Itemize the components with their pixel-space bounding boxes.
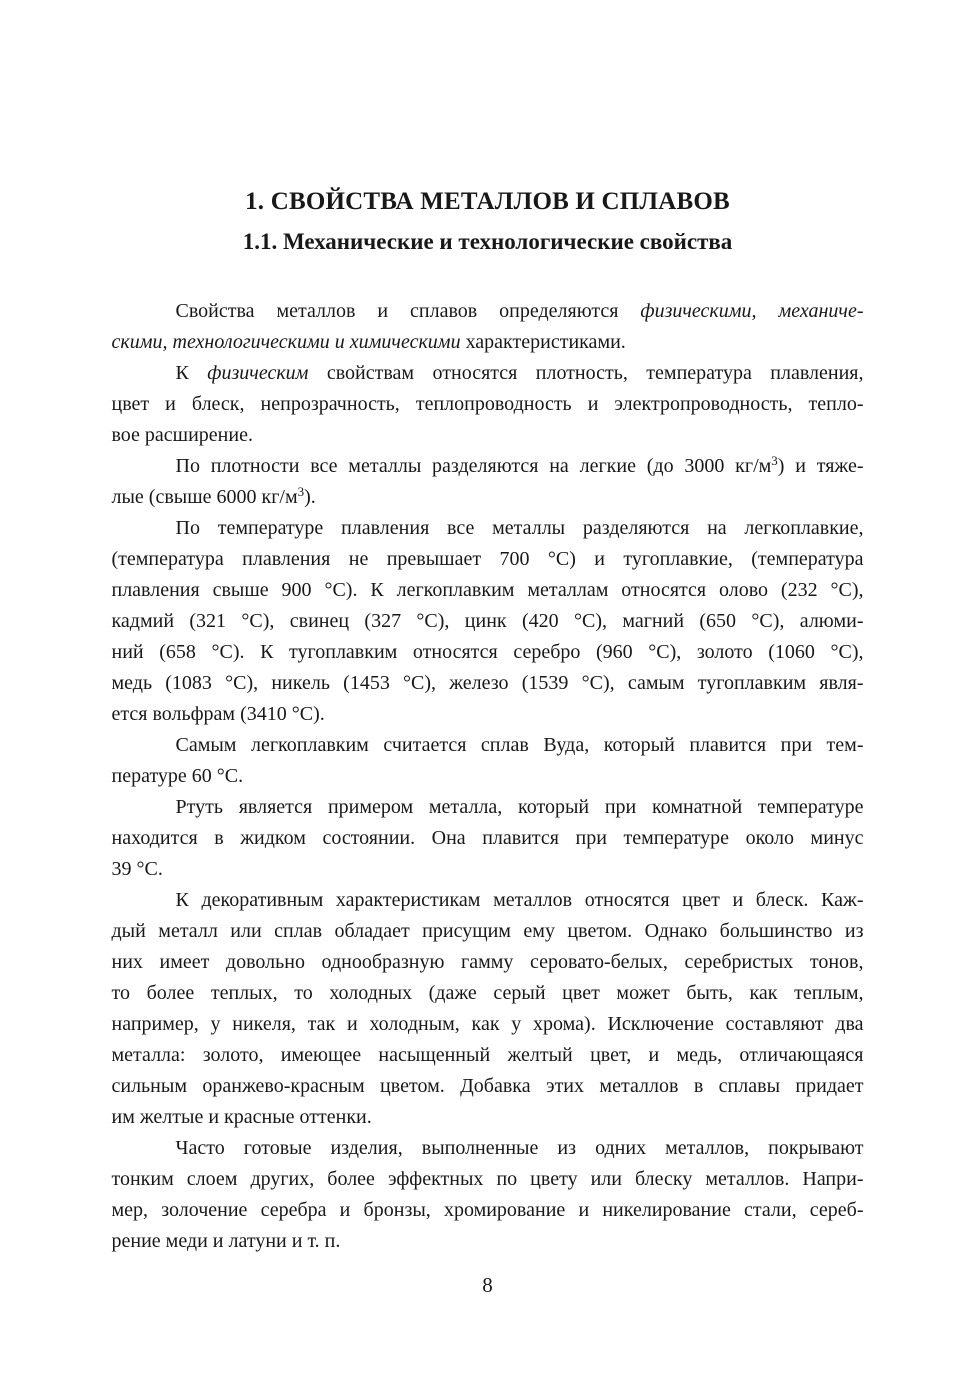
paragraph	[112, 296, 864, 358]
page-number: 8	[482, 1273, 493, 1297]
text-line	[112, 885, 864, 916]
text-line	[112, 668, 864, 699]
text-line	[112, 1102, 864, 1133]
text-segment: кадмий (321 °С), свинец (327 °С), цинк (420 °С), магний (650 °С), алюми-	[111, 610, 864, 632]
text-segment: цвет и блеск, непрозрачность, теплопроводность и электропроводность, тепло-	[111, 393, 864, 415]
text-line	[112, 699, 864, 730]
italic-text: физическими, механиче-	[640, 300, 864, 322]
text-line	[112, 1071, 864, 1102]
text-segment: плавления свыше 900 °С). К легкоплавким металлам относятся олово (232 °С),	[111, 579, 864, 601]
section-heading: 1.1. Механические и технологические свойства	[242, 229, 733, 254]
italic-text: скими, технологическими и химическими	[111, 331, 461, 353]
text-segment: К декоративным характеристикам металлов относятся цвет и блеск. Каж-	[175, 889, 864, 911]
text-line	[112, 854, 864, 885]
text-segment: рение меди и латуни и т. п.	[111, 1230, 341, 1252]
text-segment: (температура плавления не превышает 700 °С) и тугоплавкие, (температура	[111, 548, 864, 570]
chapter-heading: 1. СВОЙСТВА МЕТАЛЛОВ И СПЛАВОВ	[245, 188, 730, 215]
text-line	[112, 1040, 864, 1071]
text-segment: дый металл или сплав обладает присущим ему цветом. Однако большинство из	[111, 920, 864, 942]
italic-text: физическим	[207, 362, 309, 384]
text-line	[112, 451, 864, 482]
text-line	[112, 358, 864, 389]
paragraph	[112, 451, 864, 513]
text-segment: них имеет довольно однообразную гамму серовато-белых, серебристых тонов,	[111, 951, 864, 973]
text-segment: Свойства металлов и сплавов определяются	[175, 300, 641, 322]
text-line	[112, 637, 864, 668]
text-segment: тонким слоем других, более эффектных по цвету или блеску металлов. Напри-	[111, 1168, 864, 1190]
text-line	[112, 1226, 864, 1257]
text-segment: ) и тяже-	[777, 455, 864, 477]
text-segment: свойствам относятся плотность, температура плавления,	[308, 362, 864, 384]
text-segment: Ртуть является примером металла, который при комнатной температуре	[175, 796, 864, 818]
paragraph	[112, 513, 864, 730]
paragraph	[112, 1133, 864, 1257]
text-segment: Самым легкоплавким считается сплав Вуда, который плавится при тем-	[175, 734, 864, 756]
text-segment: находится в жидком состоянии. Она плавится при температуре около минус	[111, 827, 864, 849]
text-line	[112, 730, 864, 761]
text-segment: 39 °С.	[111, 858, 163, 880]
text-line	[112, 544, 864, 575]
text-line	[112, 761, 864, 792]
text-segment: сильным оранжево-красным цветом. Добавка этих металлов в сплавы придает	[111, 1075, 864, 1097]
text-segment: медь (1083 °С), никель (1453 °С), железо (1539 °С), самым тугоплавким явля-	[111, 672, 864, 694]
text-line	[112, 1133, 864, 1164]
text-line	[112, 606, 864, 637]
text-segment: мер, золочение серебра и бронзы, хромирование и никелирование стали, сереб-	[111, 1199, 864, 1221]
text-segment: По плотности все металлы разделяются на легкие (до 3000 кг/м	[175, 455, 772, 477]
text-segment: ).	[304, 486, 316, 508]
text-line	[112, 1009, 864, 1040]
paragraph	[112, 730, 864, 792]
text-line	[112, 916, 864, 947]
paragraph	[112, 885, 864, 1133]
text-line	[112, 389, 864, 420]
text-line	[112, 482, 864, 513]
paragraph	[112, 358, 864, 451]
text-line	[112, 1164, 864, 1195]
body-text	[112, 296, 864, 1257]
text-segment: лые (свыше 6000 кг/м	[111, 486, 298, 508]
paragraph	[112, 792, 864, 885]
text-segment: вое расширение.	[111, 424, 253, 446]
text-line	[112, 327, 864, 358]
text-line	[112, 1195, 864, 1226]
text-segment: им желтые и красные оттенки.	[111, 1106, 372, 1128]
text-line	[112, 575, 864, 606]
text-line	[112, 420, 864, 451]
text-segment: ний (658 °С). К тугоплавким относятся серебро (960 °С), золото (1060 °С),	[111, 641, 864, 663]
text-segment: то более теплых, то холодных (даже серый цвет может быть, как теплым,	[111, 982, 864, 1004]
page-content	[112, 0, 864, 1301]
text-segment: металла: золото, имеющее насыщенный желтый цвет, и медь, отличающаяся	[111, 1044, 864, 1066]
text-line	[112, 513, 864, 544]
text-line	[112, 947, 864, 978]
text-segment: ется вольфрам (3410 °С).	[111, 703, 325, 725]
text-segment: характеристиками.	[460, 331, 626, 353]
text-segment: например, у никеля, так и холодным, как у хрома). Исключение составляют два	[111, 1013, 864, 1035]
text-line	[112, 978, 864, 1009]
superscript: 3	[771, 453, 778, 468]
text-line	[112, 792, 864, 823]
text-line	[112, 296, 864, 327]
text-segment: пературе 60 °С.	[111, 765, 244, 787]
text-segment: К	[175, 362, 208, 384]
superscript: 3	[297, 484, 305, 499]
text-line	[112, 823, 864, 854]
text-segment: По температуре плавления все металлы разделяются на легкоплавкие,	[175, 517, 864, 539]
text-segment: Часто готовые изделия, выполненные из одних металлов, покрывают	[175, 1137, 864, 1159]
